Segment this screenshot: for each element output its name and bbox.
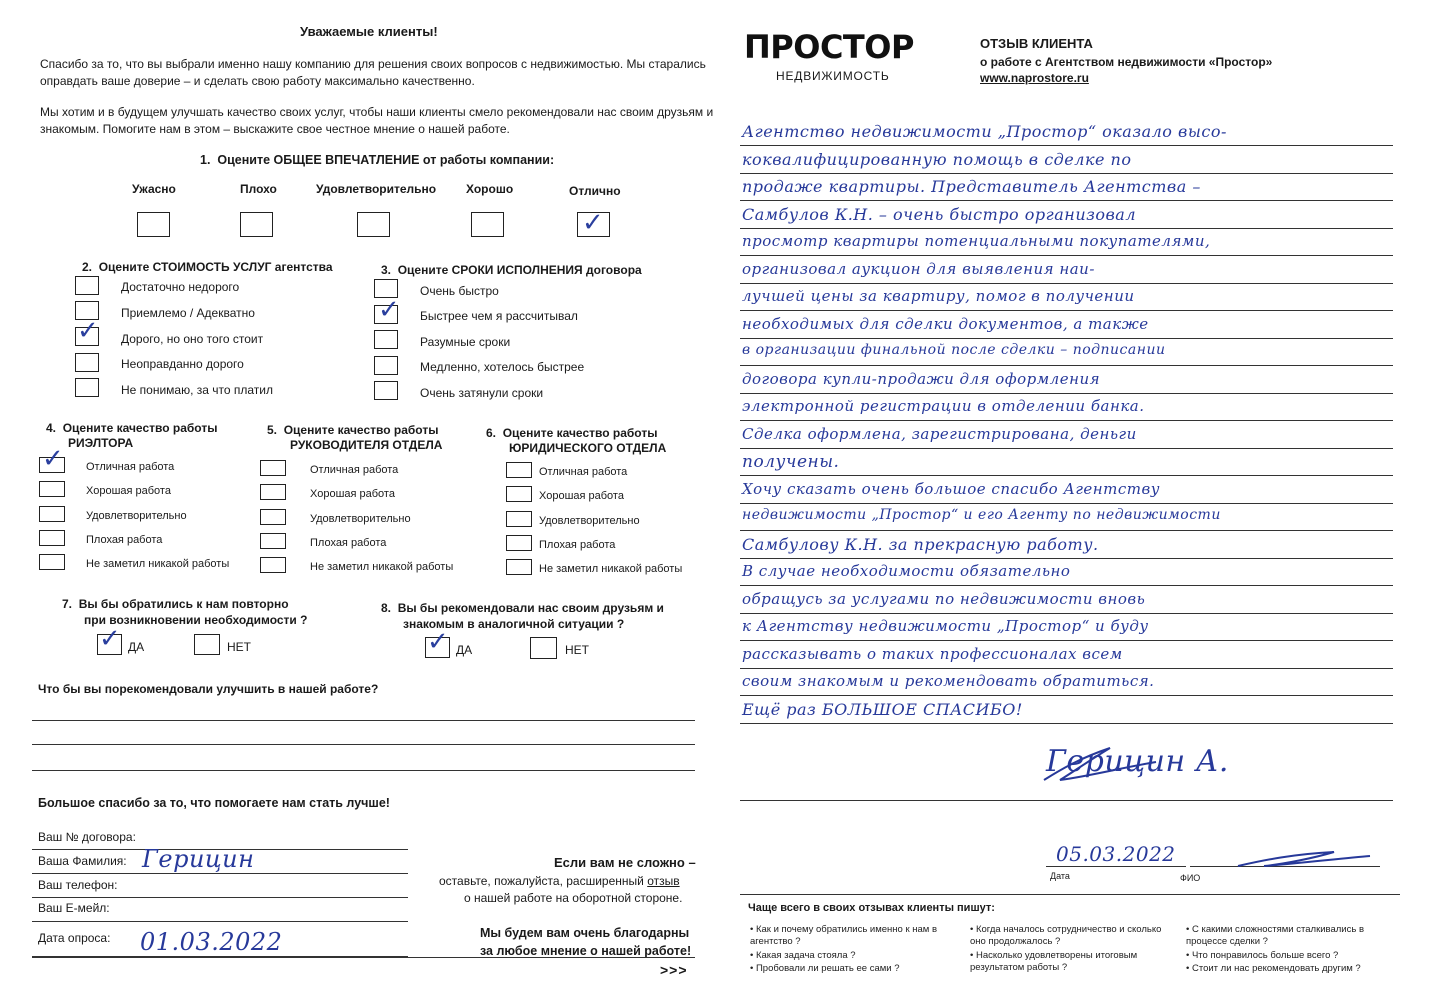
answer-line[interactable] bbox=[32, 720, 695, 721]
handwritten-line: к Агентству недвижимости „Простор“ и буду bbox=[742, 617, 1149, 635]
q6-number: 6. bbox=[486, 426, 497, 440]
ruled-line bbox=[740, 695, 1393, 696]
q8-question bbox=[381, 600, 664, 616]
q4-title bbox=[46, 420, 217, 436]
q2-option-label: Неоправданно дорого bbox=[121, 357, 244, 371]
fio-signature-scribble bbox=[1234, 846, 1374, 872]
handwritten-line: Сделка оформлена, зарегистрирована, деньги bbox=[742, 424, 1137, 443]
q3-option-label: Медленно, хотелось быстрее bbox=[420, 360, 585, 374]
signature-flourish bbox=[1040, 740, 1160, 788]
q5-checkbox[interactable] bbox=[260, 460, 286, 476]
ruled-line bbox=[740, 800, 1393, 801]
handwritten-line: обращусь за услугами по недвижимости вновь bbox=[742, 589, 1146, 608]
hint-item: • Пробовали ли решать ее сами ? bbox=[750, 963, 900, 974]
q2-checkbox[interactable] bbox=[75, 276, 99, 295]
q1-option-label: Отлично bbox=[569, 184, 621, 198]
q1-option-label: Удовлетворительно bbox=[316, 182, 437, 196]
q6-checkbox[interactable] bbox=[506, 511, 532, 527]
review-title: ОТЗЫВ КЛИЕНТА bbox=[980, 36, 1093, 51]
ruled-line bbox=[740, 640, 1393, 641]
hint-item: • Как и почему обратились именно к нам в агентство ? bbox=[750, 924, 938, 947]
q4-number: 4. bbox=[46, 421, 57, 435]
q6-checkbox[interactable] bbox=[506, 486, 532, 502]
q3-option-label: Быстрее чем я рассчитывал bbox=[420, 309, 578, 323]
q7-number: 7. bbox=[62, 597, 73, 611]
q6-option-label: Отличная работа bbox=[539, 466, 628, 478]
q7-no-label: НЕТ bbox=[227, 640, 251, 654]
q4-title-line1: Оцените качество работы bbox=[62, 421, 218, 435]
ruled-line bbox=[740, 310, 1393, 311]
q4-checkbox[interactable] bbox=[39, 554, 65, 570]
ruled-line bbox=[740, 668, 1393, 669]
handwritten-line: Самбулову К.Н. за прекрасную работу. bbox=[742, 534, 1099, 554]
handwritten-line: Агентство недвижимости „Простор“ оказало высо- bbox=[742, 122, 1227, 141]
q5-option-label: Отличная работа bbox=[310, 464, 399, 476]
q1-checkbox[interactable] bbox=[357, 212, 390, 237]
q5-title-line1: Оцените качество работы bbox=[283, 423, 439, 437]
website-link[interactable]: www.naprostore.ru bbox=[980, 71, 1089, 85]
q2-title bbox=[82, 259, 333, 275]
thanks-heading: Большое спасибо за то, что помогаете нам стать лучше! bbox=[38, 796, 390, 810]
checkmark-icon: ✓ bbox=[427, 627, 449, 657]
q6-checkbox[interactable] bbox=[506, 559, 532, 575]
q8-line1: Вы бы рекомендовали нас своим друзьям и bbox=[397, 601, 664, 615]
handwritten-line: недвижимости „Простор“ и его Агенту по недвижимости bbox=[742, 507, 1221, 523]
q5-checkbox[interactable] bbox=[260, 533, 286, 549]
survey-date-field[interactable]: 01.03.2022 bbox=[140, 928, 283, 956]
ruled-line bbox=[740, 503, 1393, 504]
q8-line2: знакомым в аналогичной ситуации ? bbox=[403, 617, 625, 631]
q6-title bbox=[486, 425, 657, 441]
ruled-line bbox=[740, 145, 1393, 146]
hint-text: Пробовали ли решать ее сами ? bbox=[755, 963, 900, 974]
handwritten-line: необходимых для сделки документов, а также bbox=[742, 314, 1149, 333]
q3-checkbox[interactable] bbox=[374, 381, 398, 400]
q4-checkbox[interactable] bbox=[39, 506, 65, 522]
q7-yes-label: ДА bbox=[128, 640, 145, 654]
surname-field[interactable]: Герицuн bbox=[142, 845, 255, 873]
side-note-line: Мы будем вам очень благодарны bbox=[480, 926, 690, 940]
checkmark-icon: ✓ bbox=[582, 208, 604, 238]
q6-title-line1: Оцените качество работы bbox=[502, 426, 658, 440]
hint-item: • С какими сложностями сталкивались в процессе сделки ? bbox=[1186, 924, 1364, 947]
hint-item: • Какая задача стояла ? bbox=[750, 950, 856, 961]
q2-option-label: Не понимаю, за что платил bbox=[121, 383, 274, 397]
ruled-line bbox=[740, 475, 1393, 476]
hint-text: Насколько удовлетворены итоговым результатом работы ? bbox=[970, 950, 1138, 973]
signature: Герицuн А. bbox=[1046, 744, 1229, 779]
q4-option-label: Удовлетворительно bbox=[86, 510, 187, 522]
q2-title-prefix: Оцените bbox=[98, 260, 153, 274]
q6-checkbox[interactable] bbox=[506, 462, 532, 478]
date-label: Дата опроса: bbox=[38, 931, 111, 945]
side-note-line: за любое мнение о нашей работе! bbox=[480, 944, 692, 958]
hint-text: Стоит ли нас рекомендовать другим ? bbox=[1191, 963, 1361, 974]
handwritten-line: своим знакомым и рекомендовать обратиться. bbox=[742, 672, 1155, 690]
hint-item: • Стоит ли нас рекомендовать другим ? bbox=[1186, 963, 1361, 974]
hint-item: • Что понравилось больше всего ? bbox=[1186, 950, 1339, 961]
checkmark-icon: ✓ bbox=[77, 316, 99, 346]
handwritten-line: Хочу сказать очень большое спасибо Агентству bbox=[742, 479, 1160, 498]
hint-text: Когда началось сотрудничество и сколько оно продолжалось ? bbox=[970, 924, 1162, 947]
q5-option-label: Плохая работа bbox=[310, 537, 387, 549]
email-label: Ваш Е-мейл: bbox=[38, 901, 110, 915]
hints-title: Чаще всего в своих отзывах клиенты пишут: bbox=[748, 902, 995, 914]
form-title: Уважаемые клиенты! bbox=[300, 24, 438, 39]
ruled-line bbox=[740, 393, 1393, 394]
phone-label: Ваш телефон: bbox=[38, 878, 118, 892]
review-subtitle: о работе с Агентством недвижимости «Простор» bbox=[980, 55, 1273, 69]
q3-checkbox[interactable] bbox=[374, 330, 398, 349]
arrows-icon: >>> bbox=[660, 962, 688, 978]
q5-checkbox[interactable] bbox=[260, 509, 286, 525]
q6-option-label: Хорошая работа bbox=[539, 490, 624, 502]
q2-checkbox[interactable] bbox=[75, 353, 99, 372]
handwritten-line: Ещё раз БОЛЬШОЕ СПАСИБО! bbox=[742, 699, 1023, 719]
q4-title-line2: РИЭЛТОРА bbox=[68, 436, 134, 450]
intro-line: Спасибо за то, что вы выбрали именно нашу компанию для решения своих вопросов с недвижимостью. Мы старались bbox=[40, 57, 706, 71]
ruled-line bbox=[740, 448, 1393, 449]
q7-line1: Вы бы обратились к нам повторно bbox=[78, 597, 289, 611]
q5-title bbox=[267, 422, 438, 438]
handwritten-line: в организации финальной после сделки – подписании bbox=[742, 342, 1166, 358]
hint-text: Какая задача стояла ? bbox=[755, 950, 856, 961]
ruled-line bbox=[740, 255, 1393, 256]
ruled-line bbox=[740, 530, 1393, 531]
q4-checkbox[interactable] bbox=[39, 530, 65, 546]
q1-option-label: Ужасно bbox=[132, 182, 176, 196]
checkmark-icon: ✓ bbox=[99, 624, 121, 654]
q6-option-label: Удовлетворительно bbox=[539, 515, 640, 527]
q1-option-label: Хорошо bbox=[466, 182, 514, 196]
q3-title bbox=[381, 262, 642, 278]
ruled-line bbox=[740, 585, 1393, 586]
handwritten-line: коквалифицированную помощь в сделке по bbox=[742, 149, 1132, 169]
hint-text: С какими сложностями сталкивались в процессе сделки ? bbox=[1186, 924, 1364, 947]
email-field[interactable] bbox=[32, 921, 408, 922]
handwritten-line: рассказывать о таких профессионалах всем bbox=[742, 644, 1123, 663]
handwritten-line: просмотр квартиры потенциальными покупателями, bbox=[742, 232, 1211, 250]
q2-option-label: Приемлемо / Адекватно bbox=[121, 306, 255, 320]
ruled-line bbox=[740, 173, 1393, 174]
q4-option-label: Плохая работа bbox=[86, 534, 163, 546]
q5-option-label: Хорошая работа bbox=[310, 488, 395, 500]
q3-option-label: Разумные сроки bbox=[420, 335, 511, 349]
q1-title-suffix: от работы компании: bbox=[419, 153, 555, 167]
q5-checkbox[interactable] bbox=[260, 557, 286, 573]
q4-option-label: Хорошая работа bbox=[86, 485, 171, 497]
brand-logo: ПРОСТОР bbox=[744, 28, 914, 66]
side-note-line bbox=[439, 873, 680, 889]
q4-option-label: Отличная работа bbox=[86, 461, 175, 473]
intro-line: оправдать ваше доверие – и сделать свою работу максимально качественно. bbox=[40, 74, 475, 88]
q6-option-label: Не заметил никакой работы bbox=[539, 563, 683, 575]
q2-title-bold: СТОИМОСТЬ УСЛУГ bbox=[152, 260, 272, 274]
checkmark-icon: ✓ bbox=[42, 444, 64, 474]
surname-line bbox=[32, 873, 408, 874]
q2-title-suffix: агентства bbox=[271, 260, 333, 274]
handwritten-line: лучшей цены за квартиру, помог в получении bbox=[742, 287, 1135, 305]
q5-number: 5. bbox=[267, 423, 278, 437]
bottom-rule bbox=[32, 957, 695, 958]
handwritten-line: договора купли-продажи для оформления bbox=[742, 369, 1101, 388]
q3-number: 3. bbox=[381, 263, 392, 277]
q8-no-checkbox[interactable] bbox=[530, 637, 557, 659]
answer-line[interactable] bbox=[32, 744, 695, 745]
q1-title-prefix: Оцените bbox=[217, 153, 274, 167]
q8-yes-label: ДА bbox=[456, 643, 473, 657]
q1-checkbox[interactable] bbox=[240, 212, 273, 237]
hint-text: Что понравилось больше всего ? bbox=[1191, 950, 1339, 961]
review-date[interactable]: 05.03.2022 bbox=[1056, 842, 1176, 866]
handwritten-line: электронной регистрации в отделении банка. bbox=[742, 397, 1145, 415]
answer-line[interactable] bbox=[32, 770, 695, 771]
q2-option-label: Достаточно недорого bbox=[121, 280, 240, 294]
ruled-line bbox=[740, 613, 1393, 614]
brand-logo-subtitle: НЕДВИЖИМОСТЬ bbox=[776, 69, 890, 83]
handwritten-line: Самбулов К.Н. – очень быстро организовал bbox=[742, 204, 1137, 224]
ruled-line bbox=[740, 200, 1393, 201]
intro-line: Мы хотим и в будущем улучшать качество своих услуг, чтобы наши клиенты смело рекомендовали нас своим друзьям и bbox=[40, 105, 714, 119]
q5-option-label: Не заметил никакой работы bbox=[310, 561, 454, 573]
improve-question: Что бы вы порекомендовали улучшить в нашей работе? bbox=[38, 682, 379, 696]
q8-number: 8. bbox=[381, 601, 392, 615]
hint-item: • Когда началось сотрудничество и сколько оно продолжалось ? bbox=[970, 924, 1162, 947]
q5-option-label: Удовлетворительно bbox=[310, 513, 411, 525]
ruled-line bbox=[740, 338, 1393, 339]
q7-question bbox=[62, 596, 289, 612]
q5-checkbox[interactable] bbox=[260, 484, 286, 500]
q1-option-label: Плохо bbox=[240, 182, 277, 196]
ruled-line bbox=[740, 420, 1393, 421]
q3-title-prefix: Оцените bbox=[397, 263, 452, 277]
q1-title-bold: ОБЩЕЕ ВПЕЧАТЛЕНИЕ bbox=[273, 153, 420, 167]
contract-label: Ваш № договора: bbox=[38, 830, 136, 844]
ruled-line bbox=[740, 558, 1393, 559]
checkmark-icon: ✓ bbox=[378, 295, 400, 325]
q1-title bbox=[200, 152, 554, 168]
hint-text: Как и почему обратились именно к нам в агентство ? bbox=[750, 924, 938, 947]
hints-divider bbox=[740, 894, 1400, 895]
surname-label: Ваша Фамилия: bbox=[38, 854, 127, 868]
q7-line2: при возникновении необходимости ? bbox=[84, 613, 308, 627]
q1-checkbox[interactable] bbox=[137, 212, 170, 237]
handwritten-line: организовал аукцион для выявления наи- bbox=[742, 259, 1095, 278]
q3-title-bold: СРОКИ ИСПОЛНЕНИЯ bbox=[451, 263, 583, 277]
q2-checkbox[interactable] bbox=[75, 378, 99, 397]
date-field-label: Дата bbox=[1050, 871, 1070, 881]
q2-option-label: Дорого, но оно того стоит bbox=[121, 332, 264, 346]
q3-title-suffix: договора bbox=[582, 263, 642, 277]
ruled-line bbox=[740, 228, 1393, 229]
q3-option-label: Очень быстро bbox=[420, 284, 499, 298]
q3-checkbox[interactable] bbox=[374, 356, 398, 375]
fio-field-label: ФИО bbox=[1180, 873, 1201, 883]
side-note-line: Если вам не сложно – bbox=[554, 855, 696, 870]
intro-line: знакомым. Помогите нам в этом – выскажите свое честное мнение о нашей работе. bbox=[40, 122, 510, 136]
side-note-text: оставьте, пожалуйста, расширенный bbox=[439, 874, 648, 888]
q2-number: 2. bbox=[82, 260, 93, 274]
q7-no-checkbox[interactable] bbox=[194, 634, 220, 655]
q4-checkbox[interactable] bbox=[39, 481, 65, 497]
q6-checkbox[interactable] bbox=[506, 535, 532, 551]
q5-title-line2: РУКОВОДИТЕЛЯ ОТДЕЛА bbox=[290, 438, 443, 452]
date-line bbox=[1046, 866, 1186, 867]
q4-option-label: Не заметил никакой работы bbox=[86, 558, 230, 570]
q8-no-label: НЕТ bbox=[565, 643, 589, 657]
ruled-line bbox=[740, 283, 1393, 284]
ruled-line bbox=[740, 723, 1393, 724]
q6-title-line2: ЮРИДИЧЕСКОГО ОТДЕЛА bbox=[509, 441, 667, 455]
review-link[interactable]: отзыв bbox=[647, 874, 680, 888]
handwritten-line: продаже квартиры. Представитель Агентства – bbox=[742, 177, 1201, 196]
q3-option-label: Очень затянули сроки bbox=[420, 386, 544, 400]
ruled-line bbox=[740, 365, 1393, 366]
phone-field[interactable] bbox=[32, 897, 408, 898]
feedback-form-page bbox=[0, 0, 712, 1000]
q1-number: 1. bbox=[200, 153, 211, 167]
handwritten-line: В случае необходимости обязательно bbox=[742, 562, 1071, 580]
q6-option-label: Плохая работа bbox=[539, 539, 616, 551]
handwritten-line: получены. bbox=[742, 452, 840, 472]
q1-checkbox[interactable] bbox=[471, 212, 504, 237]
side-note-line: о нашей работе на оборотной стороне. bbox=[464, 891, 683, 905]
hint-item: • Насколько удовлетворены итоговым результатом работы ? bbox=[970, 950, 1138, 973]
